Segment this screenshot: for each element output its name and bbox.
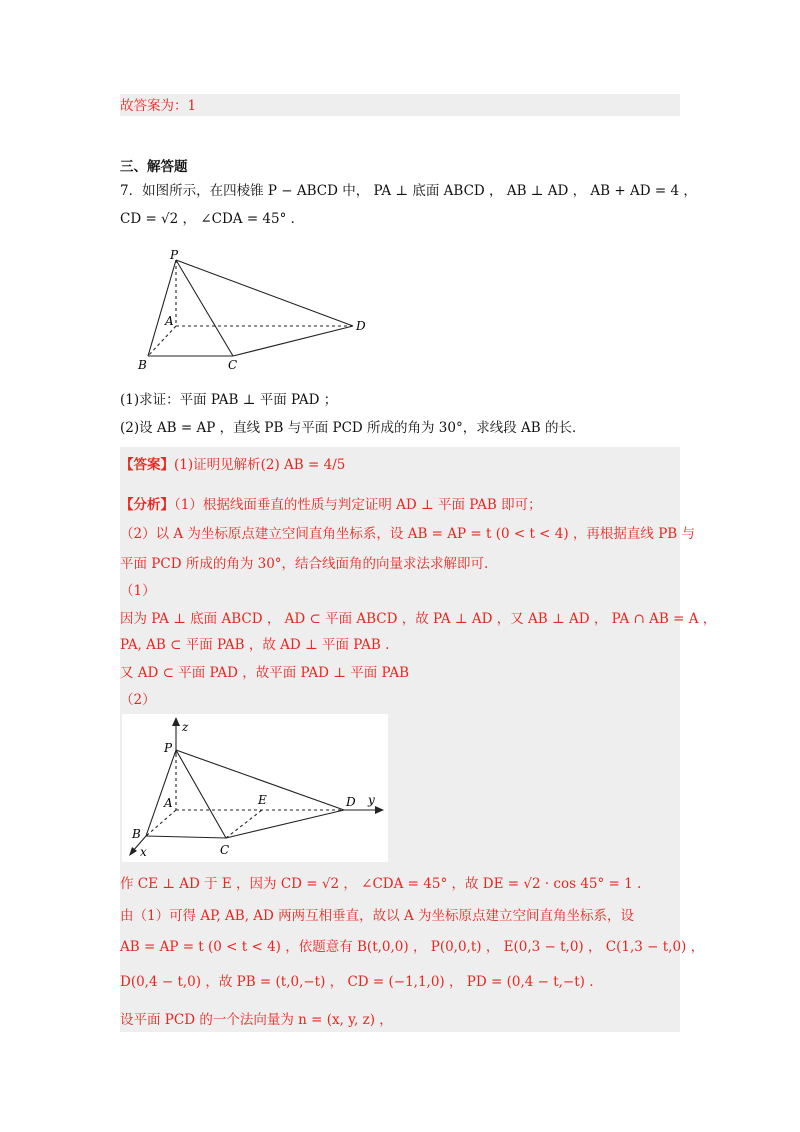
label-B: B bbox=[132, 827, 141, 841]
label-E: E bbox=[258, 793, 267, 807]
solution-line4: D(0,4 − t,0) ，故 PB = (t,0,−t) ， CD = (−1,1,0) ， PD = (0,4 − t,−t) . bbox=[120, 974, 594, 990]
question-1: (1)求证：平面 PAB ⊥ 平面 PAD ； bbox=[120, 392, 338, 408]
label-D: D bbox=[356, 319, 366, 333]
label-A: A bbox=[165, 314, 174, 328]
part1-line1: 因为 PA ⊥ 底面 ABCD ， AD ⊂ 平面 ABCD ，故 PA ⊥ AD ，又 AB ⊥ AD ， PA ∩ AB = A ， bbox=[120, 611, 717, 627]
label-D: D bbox=[346, 795, 356, 809]
answer-text: (1)证明见解析(2) AB = 4/5 bbox=[174, 457, 346, 473]
question-2: (2)设 AB = AP ，直线 PB 与平面 PCD 所成的角为 30°，求线段 AB 的长． bbox=[120, 420, 586, 436]
analysis-line1 bbox=[120, 495, 542, 515]
figure2-background bbox=[122, 714, 388, 862]
edge-PC bbox=[176, 260, 233, 356]
answer-strip bbox=[120, 94, 680, 116]
solution-line5: 设平面 PCD 的一个法向量为 n = (x, y, z) ， bbox=[120, 1012, 393, 1028]
coordinate-figure bbox=[122, 714, 388, 862]
label-P: P bbox=[170, 248, 179, 262]
pyramid-figure bbox=[128, 248, 378, 372]
edge-PD bbox=[176, 260, 353, 326]
part1-line3: 又 AD ⊂ 平面 PAD ，故平面 PAD ⊥ 平面 PAB bbox=[120, 665, 410, 681]
problem-line1: 7．如图所示，在四棱锥 P − ABCD 中， PA ⊥ 底面 ABCD ， AB ⊥ AD ， AB + AD = 4 ， bbox=[120, 183, 697, 199]
label-x: x bbox=[140, 845, 147, 859]
label-P: P bbox=[164, 741, 173, 755]
analysis-text1: （1）根据线面垂直的性质与判定证明 AD ⊥ 平面 PAB 即可； bbox=[174, 497, 542, 513]
solution-line3: AB = AP = t (0 < t < 4) ，依题意有 B(t,0,0) ， P(0,0,t) ， E(0,3 − t,0) ， C(1,3 − t,0) ， bbox=[120, 939, 705, 955]
analysis-line2: （2）以 A 为坐标原点建立空间直角坐标系，设 AB = AP = t (0 < t < 4) ，再根据直线 PB 与 bbox=[120, 526, 696, 542]
label-B: B bbox=[138, 358, 147, 372]
top-answer: 故答案为：1 bbox=[120, 98, 197, 114]
part1-line2: PA, AB ⊂ 平面 PAB ，故 AD ⊥ 平面 PAB . bbox=[120, 637, 390, 653]
label-y: y bbox=[368, 793, 375, 807]
edge-CD bbox=[233, 326, 353, 356]
label-z: z bbox=[182, 720, 189, 734]
answer-line bbox=[120, 455, 345, 475]
section-title: 三、解答题 bbox=[120, 159, 188, 175]
problem-line2: CD = √2 ， ∠CDA = 45° ． bbox=[120, 211, 305, 227]
part1-tag: （1） bbox=[120, 583, 156, 599]
solution-line1: 作 CE ⊥ AD 于 E ，因为 CD = √2 ， ∠CDA = 45° ，故 DE = √2 · cos 45° = 1 . bbox=[120, 876, 642, 892]
analysis-line3: 平面 PCD 所成的角为 30°，结合线面角的向量求法求解即可. bbox=[120, 556, 489, 572]
label-A: A bbox=[164, 796, 173, 810]
label-C: C bbox=[228, 358, 238, 372]
part2-tag: （2） bbox=[120, 692, 156, 708]
answer-tag: 【答案】 bbox=[120, 457, 174, 473]
solution-line2: 由（1）可得 AP, AB, AD 两两互相垂直，故以 A 为坐标原点建立空间直角坐标系，设 bbox=[120, 908, 635, 924]
analysis-tag: 【分析】 bbox=[120, 497, 174, 513]
label-C: C bbox=[220, 843, 230, 857]
